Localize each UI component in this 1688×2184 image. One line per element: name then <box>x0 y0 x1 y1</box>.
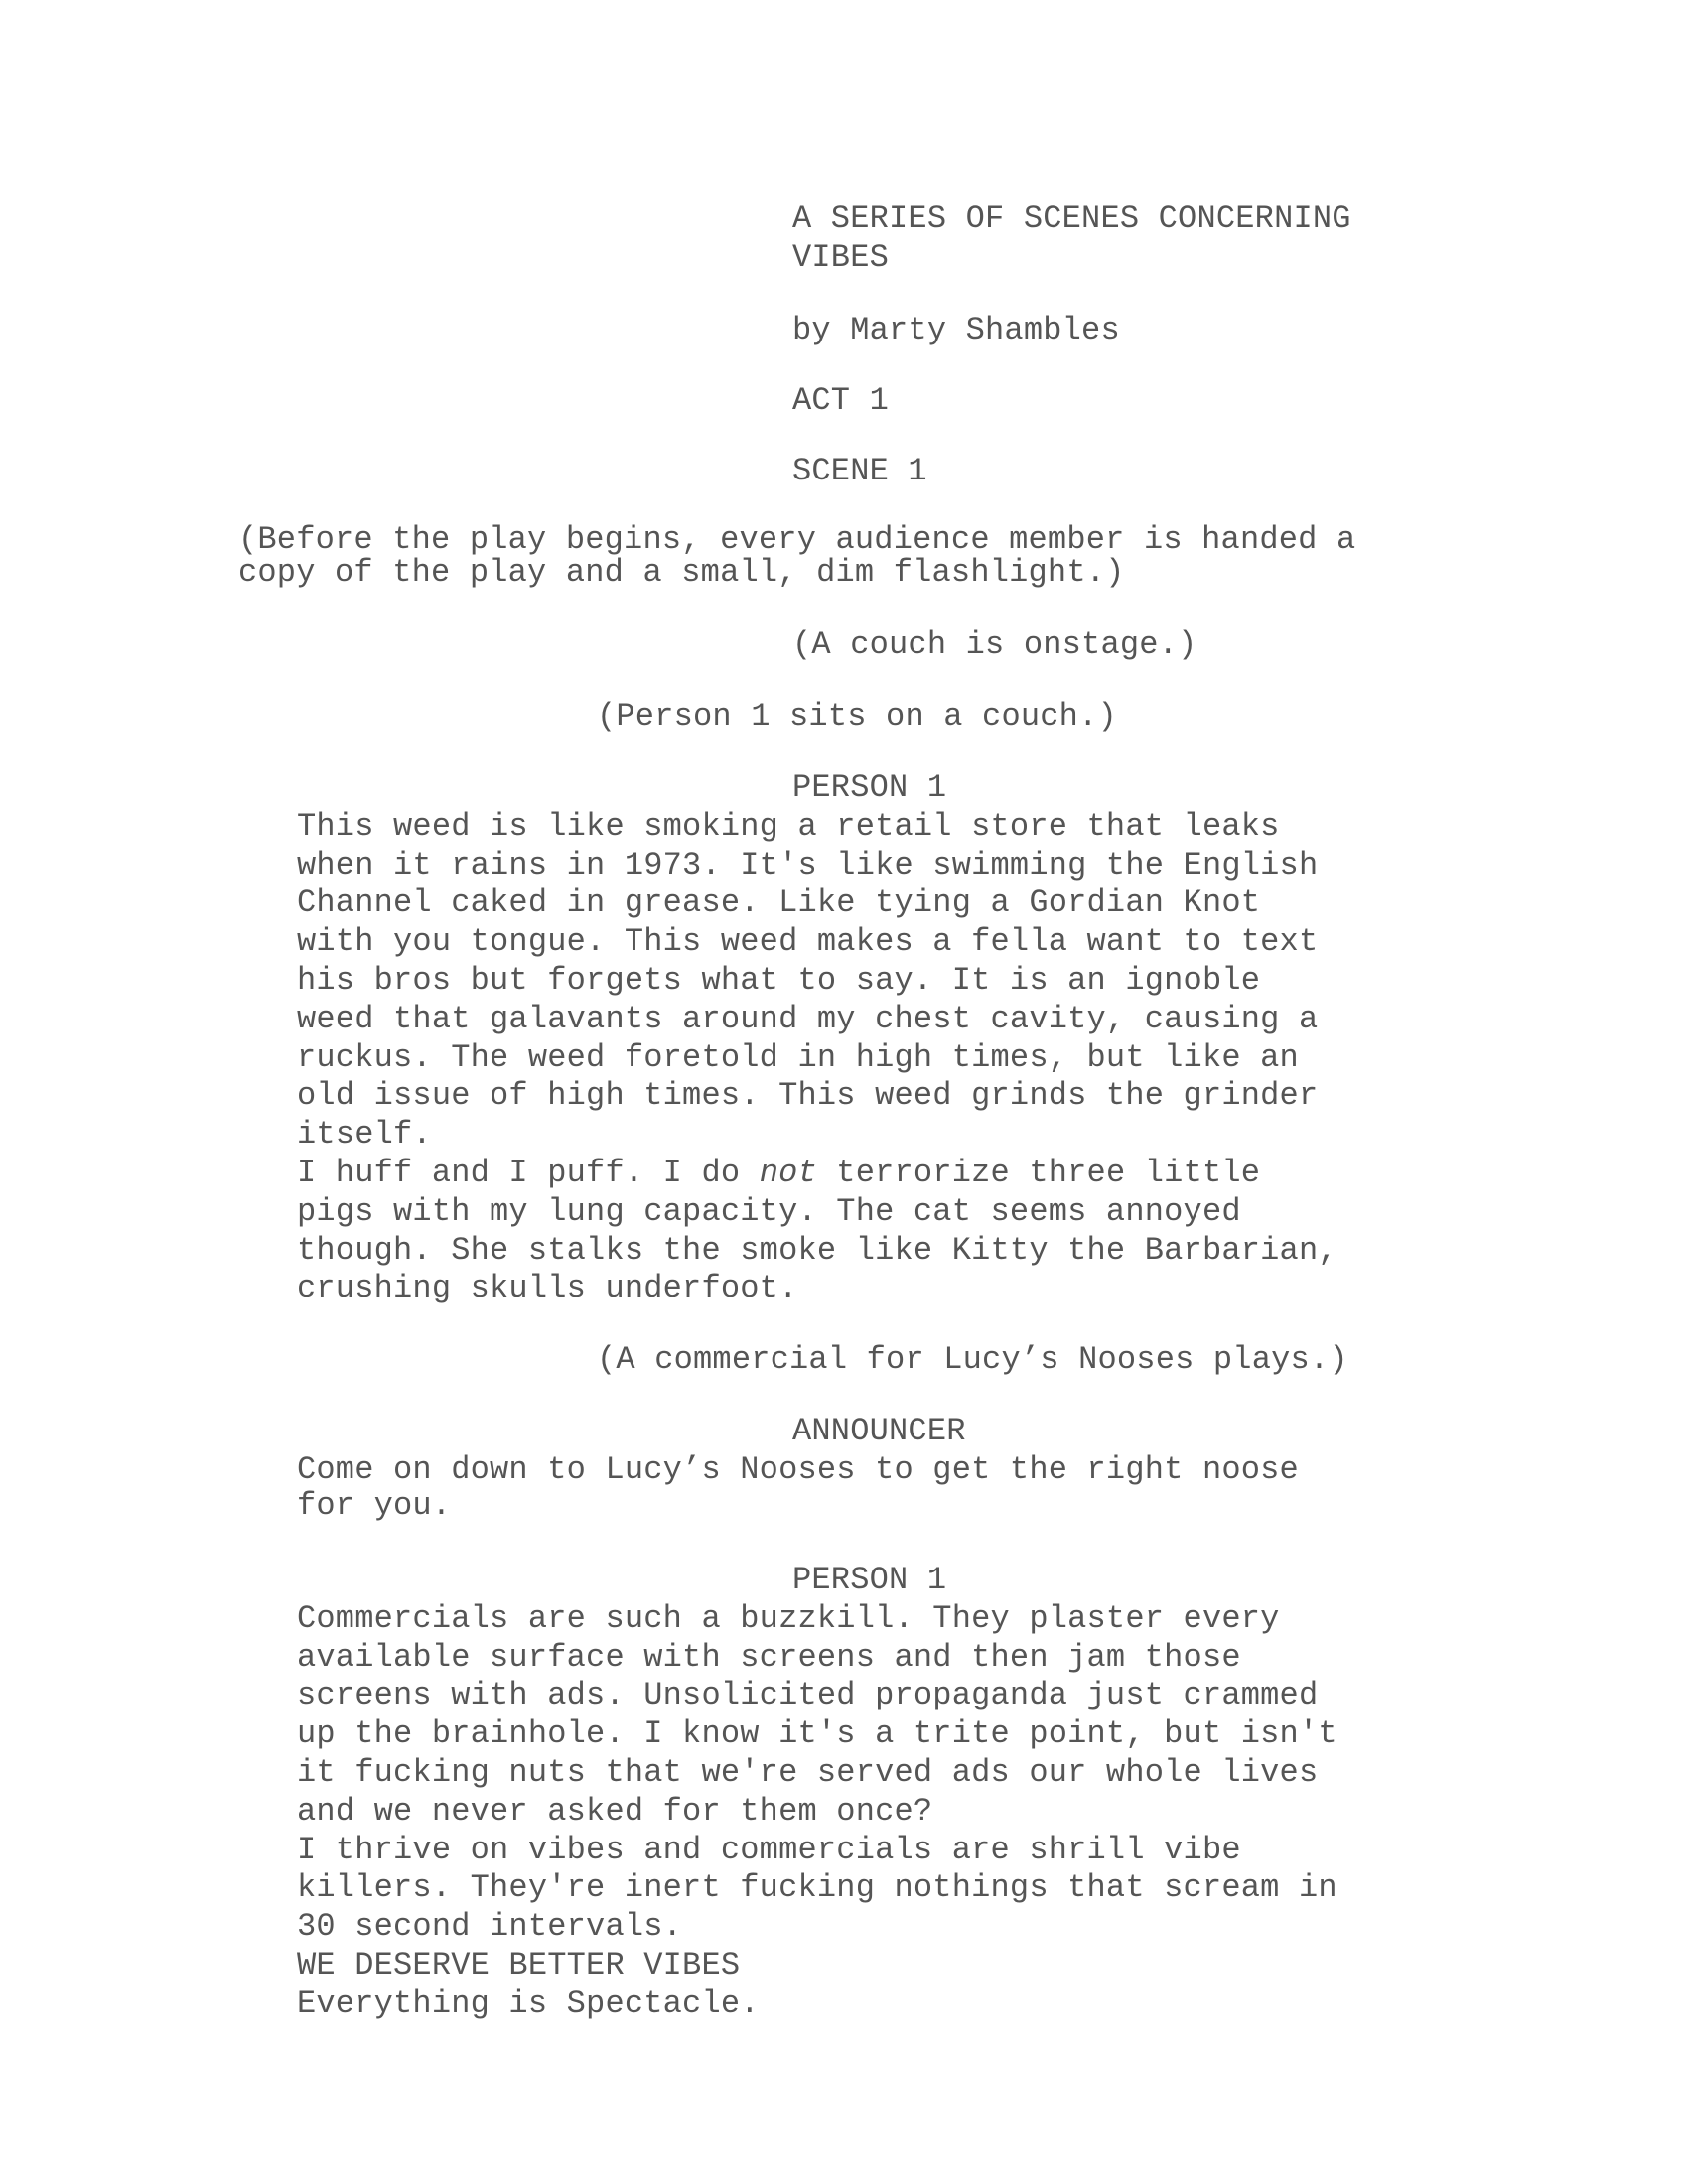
dialogue-line: old issue of high times. This weed grinds the grinder <box>297 1077 1319 1114</box>
dialogue-line: crushing skulls underfoot. <box>297 1270 798 1306</box>
dialogue-line: pigs with my lung capacity. The cat seems annoyed <box>297 1193 1241 1230</box>
dialogue-line: killers. They're inert fucking nothings that scream in <box>297 1869 1337 1906</box>
dialogue-line: screens with ads. Unsolicited propaganda just crammed <box>297 1677 1319 1713</box>
dialogue-line: available surface with screens and then jam those <box>297 1639 1241 1676</box>
dialogue-line: 30 second intervals. <box>297 1908 683 1945</box>
stage-direction-sits: (Person 1 sits on a couch.) <box>597 698 1117 735</box>
dialogue-line: This weed is like smoking a retail store that leaks <box>297 808 1280 845</box>
huff-text-after: terrorize three little <box>816 1155 1261 1191</box>
scene-heading: SCENE 1 <box>792 453 927 489</box>
stage-direction-couch: (A couch is onstage.) <box>792 626 1197 663</box>
dialogue-line: Channel caked in grease. Like tying a Gordian Knot <box>297 885 1261 921</box>
dialogue-line: up the brainhole. I know it's a trite point, but isn't <box>297 1715 1337 1752</box>
huff-text-before: I huff and I puff. I do <box>297 1155 760 1191</box>
dialogue-line-huff <box>297 1154 1260 1192</box>
dialogue-line: for you. <box>297 1487 452 1524</box>
play-title-line-1: A SERIES OF SCENES CONCERNING <box>792 201 1351 237</box>
dialogue-line: when it rains in 1973. It's like swimming the English <box>297 847 1319 884</box>
dialogue-line: Come on down to Lucy’s Nooses to get the right noose <box>297 1451 1299 1488</box>
dialogue-line: itself. <box>297 1116 432 1153</box>
stage-direction-preshow-line-2: copy of the play and a small, dim flashlight.) <box>238 554 1125 591</box>
character-name-announcer: ANNOUNCER <box>792 1413 966 1449</box>
dialogue-line: and we never asked for them once? <box>297 1793 933 1830</box>
dialogue-line: ruckus. The weed foretold in high times, but like an <box>297 1039 1299 1076</box>
stage-direction-commercial: (A commercial for Lucy’s Nooses plays.) <box>597 1341 1348 1378</box>
dialogue-line: it fucking nuts that we're served ads our whole lives <box>297 1754 1319 1791</box>
dialogue-line: WE DESERVE BETTER VIBES <box>297 1947 741 1983</box>
dialogue-line: Everything is Spectacle. <box>297 1985 760 2022</box>
stage-direction-preshow-line-1: (Before the play begins, every audience member is handed a <box>238 521 1356 558</box>
byline: by Marty Shambles <box>792 312 1120 348</box>
act-heading: ACT 1 <box>792 382 890 419</box>
dialogue-line: with you tongue. This weed makes a fella want to text <box>297 923 1319 960</box>
dialogue-line: weed that galavants around my chest cavity, causing a <box>297 1001 1319 1037</box>
dialogue-line: I thrive on vibes and commercials are shrill vibe <box>297 1832 1241 1868</box>
dialogue-line: though. She stalks the smoke like Kitty the Barbarian, <box>297 1232 1337 1269</box>
dialogue-line: Commercials are such a buzzkill. They plaster every <box>297 1600 1280 1637</box>
dialogue-line: his bros but forgets what to say. It is an ignoble <box>297 962 1261 999</box>
character-name-person-1: PERSON 1 <box>792 1562 947 1598</box>
character-name-person-1: PERSON 1 <box>792 769 947 806</box>
play-title-line-2: VIBES <box>792 239 890 276</box>
huff-emphasis: not <box>759 1155 817 1191</box>
